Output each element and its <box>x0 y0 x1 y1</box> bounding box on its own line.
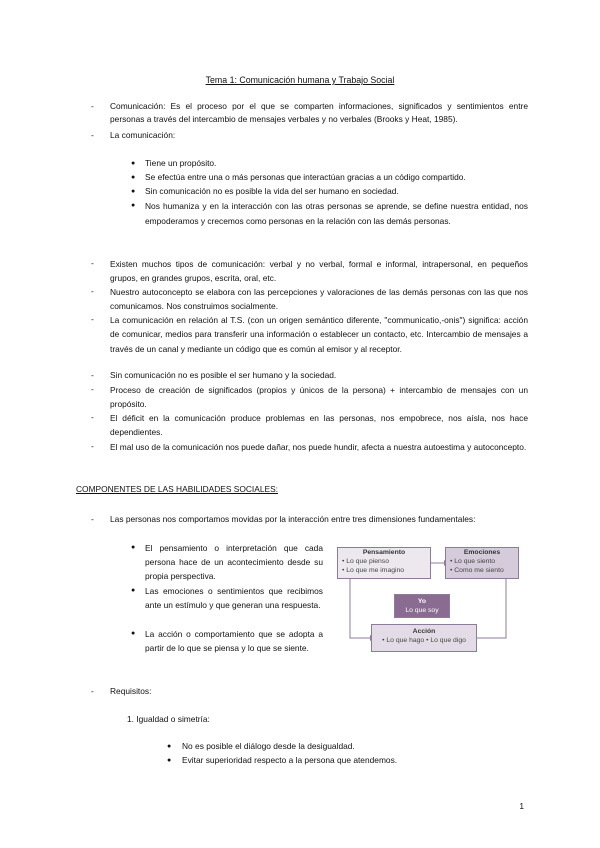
box-item: • Lo que siento <box>450 558 496 565</box>
list-item: Sin comunicación no es posible el ser humano y la sociedad. <box>110 370 337 380</box>
bullet-icon: ● <box>131 630 136 637</box>
dash-marker: - <box>91 314 94 324</box>
dash-marker: - <box>91 384 94 394</box>
list-item: El mal uso de la comunicación nos puede dañar, nos puede hundir, afecta a nuestra autoestima y autoconcepto. <box>110 442 527 452</box>
diagram-box-accion <box>371 624 477 652</box>
box-title: Emociones <box>463 549 501 556</box>
diagram-box-yo <box>394 594 450 618</box>
bullet-icon: ● <box>167 743 172 750</box>
box-item: • Como me siento <box>450 567 504 574</box>
box-subtitle: Lo que soy <box>405 607 439 614</box>
bullet-icon: ● <box>131 544 136 551</box>
box-item: • Lo que me imagino <box>342 567 405 574</box>
list-item: No es posible el diálogo desde la desigualdad. <box>182 741 355 751</box>
list-item: El pensamiento o interpretación que cada persona hace de un acontecimiento desde su propia perspectiva. <box>145 543 323 582</box>
list-item: La acción o comportamiento que se adopta a partir de lo que se piensa y lo que se siente. <box>145 629 323 654</box>
communication-label: La comunicación: <box>110 130 176 140</box>
bullet-icon: ● <box>131 160 136 167</box>
list-item: La comunicación en relación al T.S. (con un origen semántico diferente, "communicatio,-onis") significa: acción de comunicar, medios para transferir una información o establecer un contacto, etc. Intercambio de mensajes a través de un canal y mediante un código que es común al emisor y al receptor. <box>110 315 528 354</box>
box-item: • Lo que hago • Lo que digo <box>382 637 466 644</box>
dash-marker: - <box>91 258 94 268</box>
numbered-item: 1. Igualdad o simetría: <box>127 714 210 724</box>
list-item: Proceso de creación de significados (propios y únicos de la persona) + intercambio de mensajes con un propósito. <box>110 385 528 410</box>
list-item: Se efectúa entre una o más personas que interactúan gracias a un código compartido. <box>145 172 466 182</box>
dash-marker: - <box>91 514 94 524</box>
list-item: Nos humaniza y en la interacción con las otras personas se aprende, se define nuestra entidad, nos empoderamos y crecemos como personas en la relación con las demás personas. <box>145 201 528 226</box>
list-item: El déficit en la comunicación produce problemas en las personas, nos empobrece, nos aísla, nos hace dependientes. <box>110 413 528 438</box>
box-title: Acción <box>412 628 436 635</box>
bullet-icon: ● <box>131 587 136 594</box>
diagram-box-pensamiento <box>337 547 431 579</box>
list-item: Evitar superioridad respecto a la persona que atendemos. <box>182 755 398 765</box>
list-item: Nuestro autoconcepto se elabora con las percepciones y valoraciones de las demás personas con las que nos comunicamos. Nos construimos socialmente. <box>110 287 528 312</box>
definition-paragraph: Comunicación: Es el proceso por el que se comparten informaciones, significados y sentimientos entre personas a través del intercambio de mensajes verbales y no verbales (Brooks y Heat, 1985). <box>110 101 528 124</box>
box-item: • Lo que pienso <box>342 558 389 565</box>
requisitos-label: Requisitos: <box>110 686 152 696</box>
dash-marker: - <box>91 412 94 422</box>
list-item: Tiene un propósito. <box>145 158 217 168</box>
list-item: Existen muchos tipos de comunicación: verbal y no verbal, formal e informal, intrapersonal, en pequeños grupos, en grandes grupos, escrita, oral, etc. <box>110 259 528 284</box>
dash-marker: - <box>91 286 94 296</box>
dash-marker: - <box>91 130 94 140</box>
list-item: Las emociones o sentimientos que recibimos ante un estímulo y que generan una respuesta. <box>145 586 323 611</box>
dash-marker: - <box>91 101 94 111</box>
dimensions-intro: Las personas nos comportamos movidas por la interacción entre tres dimensiones fundamentales: <box>110 514 476 524</box>
bullet-icon: ● <box>131 188 136 195</box>
diagram-box-emociones <box>445 547 519 579</box>
section-heading: COMPONENTES DE LAS HABILIDADES SOCIALES: <box>76 484 278 494</box>
page-number: 1 <box>519 801 524 811</box>
dash-marker: - <box>91 441 94 451</box>
dash-marker: - <box>91 370 94 380</box>
box-title: Pensamiento <box>362 549 406 556</box>
dash-marker: - <box>91 686 94 696</box>
bullet-icon: ● <box>131 202 136 209</box>
page-title: Tema 1: Comunicación humana y Trabajo Social <box>205 75 395 85</box>
bullet-icon: ● <box>131 174 136 181</box>
bullet-icon: ● <box>167 757 172 764</box>
list-item: Sin comunicación no es posible la vida del ser humano en sociedad. <box>145 186 399 196</box>
box-title: Yo <box>417 598 427 605</box>
